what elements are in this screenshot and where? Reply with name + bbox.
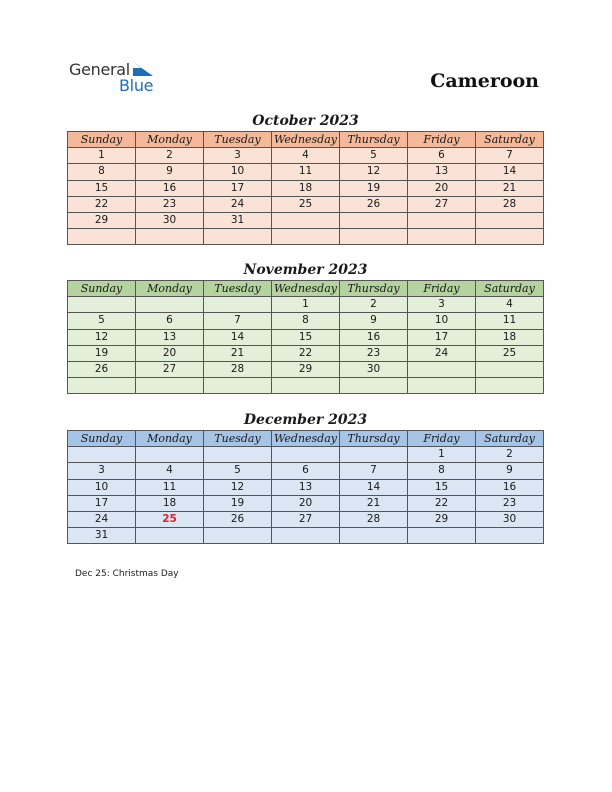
- day-cell: 29: [272, 361, 340, 377]
- week-row: [68, 361, 544, 377]
- day-cell: 30: [476, 511, 544, 527]
- day-cell: 29: [68, 212, 136, 228]
- day-cell: 14: [340, 479, 408, 495]
- day-cell: 10: [68, 479, 136, 495]
- empty-day-cell: [272, 528, 340, 544]
- empty-day-cell: [476, 212, 544, 228]
- day-cell: 17: [408, 329, 476, 345]
- empty-day-cell: [136, 297, 204, 313]
- weekday-header: Wednesday: [272, 132, 340, 148]
- empty-day-cell: [204, 378, 272, 394]
- day-cell: 13: [136, 329, 204, 345]
- day-cell: 18: [476, 329, 544, 345]
- day-cell: 27: [136, 361, 204, 377]
- empty-day-cell: [204, 297, 272, 313]
- day-cell: 5: [204, 463, 272, 479]
- day-cell: 24: [408, 345, 476, 361]
- day-cell: 31: [68, 528, 136, 544]
- empty-day-cell: [476, 528, 544, 544]
- day-cell: 28: [340, 511, 408, 527]
- day-cell: 2: [340, 297, 408, 313]
- logo-word-blue: Blue: [119, 76, 154, 95]
- empty-day-cell: [476, 361, 544, 377]
- country-title: Cameroon: [430, 70, 539, 92]
- weekday-header: Saturday: [476, 281, 544, 297]
- day-cell: 8: [68, 164, 136, 180]
- day-cell: 3: [204, 148, 272, 164]
- empty-day-cell: [340, 229, 408, 245]
- week-row: [68, 479, 544, 495]
- week-row: [68, 164, 544, 180]
- empty-day-cell: [408, 361, 476, 377]
- empty-day-cell: [340, 528, 408, 544]
- day-cell: 5: [340, 148, 408, 164]
- weekday-header: Thursday: [340, 281, 408, 297]
- week-row: [68, 511, 544, 527]
- weekday-header: Friday: [408, 132, 476, 148]
- day-cell: 17: [68, 495, 136, 511]
- week-row: [68, 180, 544, 196]
- week-row: [68, 212, 544, 228]
- day-cell: 20: [136, 345, 204, 361]
- day-cell: 9: [136, 164, 204, 180]
- weekday-header: Saturday: [476, 431, 544, 447]
- day-cell: 19: [340, 180, 408, 196]
- day-cell: 27: [408, 196, 476, 212]
- day-cell: 13: [272, 479, 340, 495]
- month-title: November 2023: [243, 262, 368, 278]
- empty-day-cell: [136, 447, 204, 463]
- empty-day-cell: [408, 229, 476, 245]
- week-row: [68, 313, 544, 329]
- day-cell: 16: [340, 329, 408, 345]
- weekday-header: Friday: [408, 431, 476, 447]
- day-cell: 29: [408, 511, 476, 527]
- empty-day-cell: [340, 447, 408, 463]
- week-row: [68, 463, 544, 479]
- week-row: [68, 378, 544, 394]
- empty-day-cell: [136, 528, 204, 544]
- day-cell: 12: [340, 164, 408, 180]
- day-cell: 14: [204, 329, 272, 345]
- day-cell: 24: [204, 196, 272, 212]
- day-cell: 23: [476, 495, 544, 511]
- day-cell: 4: [136, 463, 204, 479]
- day-cell: 12: [68, 329, 136, 345]
- day-cell: 11: [136, 479, 204, 495]
- weekday-header-row: [68, 281, 544, 297]
- empty-day-cell: [68, 447, 136, 463]
- day-cell: 30: [136, 212, 204, 228]
- day-cell: 21: [340, 495, 408, 511]
- logo-word-general: General: [69, 60, 130, 79]
- brand-logo: [69, 60, 169, 96]
- week-row: [68, 229, 544, 245]
- day-cell: 15: [408, 479, 476, 495]
- day-cell: 22: [408, 495, 476, 511]
- day-cell: 6: [136, 313, 204, 329]
- day-cell: 5: [68, 313, 136, 329]
- weekday-header: Tuesday: [204, 132, 272, 148]
- day-cell: 30: [340, 361, 408, 377]
- day-cell: 17: [204, 180, 272, 196]
- day-cell: 6: [408, 148, 476, 164]
- day-cell: 18: [272, 180, 340, 196]
- day-cell: 11: [476, 313, 544, 329]
- empty-day-cell: [272, 212, 340, 228]
- day-cell: 2: [476, 447, 544, 463]
- day-cell: 31: [204, 212, 272, 228]
- day-cell: 8: [408, 463, 476, 479]
- month-october: [67, 111, 544, 245]
- day-cell: 3: [408, 297, 476, 313]
- weekday-header: Tuesday: [204, 431, 272, 447]
- empty-day-cell: [204, 447, 272, 463]
- logo-flag-icon: [133, 62, 153, 76]
- day-cell: 21: [204, 345, 272, 361]
- empty-day-cell: [408, 528, 476, 544]
- weekday-header: Monday: [136, 132, 204, 148]
- empty-day-cell: [272, 229, 340, 245]
- day-cell: 4: [272, 148, 340, 164]
- empty-day-cell: [204, 229, 272, 245]
- empty-day-cell: [340, 378, 408, 394]
- weekday-header: Wednesday: [272, 431, 340, 447]
- day-cell: 23: [136, 196, 204, 212]
- day-cell: 13: [408, 164, 476, 180]
- day-cell: 28: [204, 361, 272, 377]
- weekday-header: Thursday: [340, 132, 408, 148]
- day-cell: 2: [136, 148, 204, 164]
- week-row: [68, 447, 544, 463]
- empty-day-cell: [408, 212, 476, 228]
- holiday-note: Dec 25: Christmas Day: [75, 569, 179, 579]
- week-row: [68, 148, 544, 164]
- day-cell: 8: [272, 313, 340, 329]
- empty-day-cell: [204, 528, 272, 544]
- empty-day-cell: [68, 297, 136, 313]
- week-row: [68, 329, 544, 345]
- empty-day-cell: [68, 378, 136, 394]
- week-row: [68, 528, 544, 544]
- month-title: October 2023: [252, 113, 359, 129]
- empty-day-cell: [136, 378, 204, 394]
- weekday-header: Sunday: [68, 281, 136, 297]
- day-cell: 18: [136, 495, 204, 511]
- day-cell: 20: [272, 495, 340, 511]
- calendar-grid: [67, 131, 544, 245]
- weekday-header: Monday: [136, 431, 204, 447]
- day-cell: 22: [272, 345, 340, 361]
- weekday-header-row: [68, 431, 544, 447]
- day-cell: 25: [476, 345, 544, 361]
- week-row: [68, 297, 544, 313]
- day-cell: 26: [204, 511, 272, 527]
- day-cell: 23: [340, 345, 408, 361]
- month-december: [67, 410, 544, 544]
- empty-day-cell: [408, 378, 476, 394]
- day-cell: 11: [272, 164, 340, 180]
- weekday-header-row: [68, 132, 544, 148]
- calendar-grid: [67, 430, 544, 544]
- weekday-header: Friday: [408, 281, 476, 297]
- month-november: [67, 260, 544, 394]
- weekday-header: Tuesday: [204, 281, 272, 297]
- day-cell: 26: [68, 361, 136, 377]
- weekday-header: Monday: [136, 281, 204, 297]
- calendar-grid: [67, 280, 544, 394]
- empty-day-cell: [272, 378, 340, 394]
- day-cell: 15: [68, 180, 136, 196]
- day-cell: 10: [204, 164, 272, 180]
- day-cell: 28: [476, 196, 544, 212]
- day-cell: 21: [476, 180, 544, 196]
- day-cell: 6: [272, 463, 340, 479]
- weekday-header: Wednesday: [272, 281, 340, 297]
- day-cell: 16: [476, 479, 544, 495]
- day-cell: 25: [136, 511, 204, 527]
- week-row: [68, 196, 544, 212]
- day-cell: 19: [204, 495, 272, 511]
- week-row: [68, 345, 544, 361]
- day-cell: 4: [476, 297, 544, 313]
- day-cell: 3: [68, 463, 136, 479]
- day-cell: 16: [136, 180, 204, 196]
- day-cell: 26: [340, 196, 408, 212]
- day-cell: 15: [272, 329, 340, 345]
- empty-day-cell: [340, 212, 408, 228]
- month-title: December 2023: [243, 412, 368, 428]
- empty-day-cell: [272, 447, 340, 463]
- day-cell: 14: [476, 164, 544, 180]
- weekday-header: Sunday: [68, 431, 136, 447]
- empty-day-cell: [136, 229, 204, 245]
- day-cell: 9: [476, 463, 544, 479]
- day-cell: 27: [272, 511, 340, 527]
- weekday-header: Thursday: [340, 431, 408, 447]
- day-cell: 24: [68, 511, 136, 527]
- day-cell: 12: [204, 479, 272, 495]
- empty-day-cell: [476, 229, 544, 245]
- day-cell: 7: [476, 148, 544, 164]
- day-cell: 1: [408, 447, 476, 463]
- empty-day-cell: [68, 229, 136, 245]
- day-cell: 9: [340, 313, 408, 329]
- day-cell: 22: [68, 196, 136, 212]
- weekday-header: Sunday: [68, 132, 136, 148]
- day-cell: 19: [68, 345, 136, 361]
- day-cell: 10: [408, 313, 476, 329]
- weekday-header: Saturday: [476, 132, 544, 148]
- day-cell: 20: [408, 180, 476, 196]
- empty-day-cell: [476, 378, 544, 394]
- day-cell: 1: [68, 148, 136, 164]
- week-row: [68, 495, 544, 511]
- day-cell: 7: [204, 313, 272, 329]
- holiday-notes: [75, 569, 179, 579]
- day-cell: 25: [272, 196, 340, 212]
- day-cell: 1: [272, 297, 340, 313]
- day-cell: 7: [340, 463, 408, 479]
